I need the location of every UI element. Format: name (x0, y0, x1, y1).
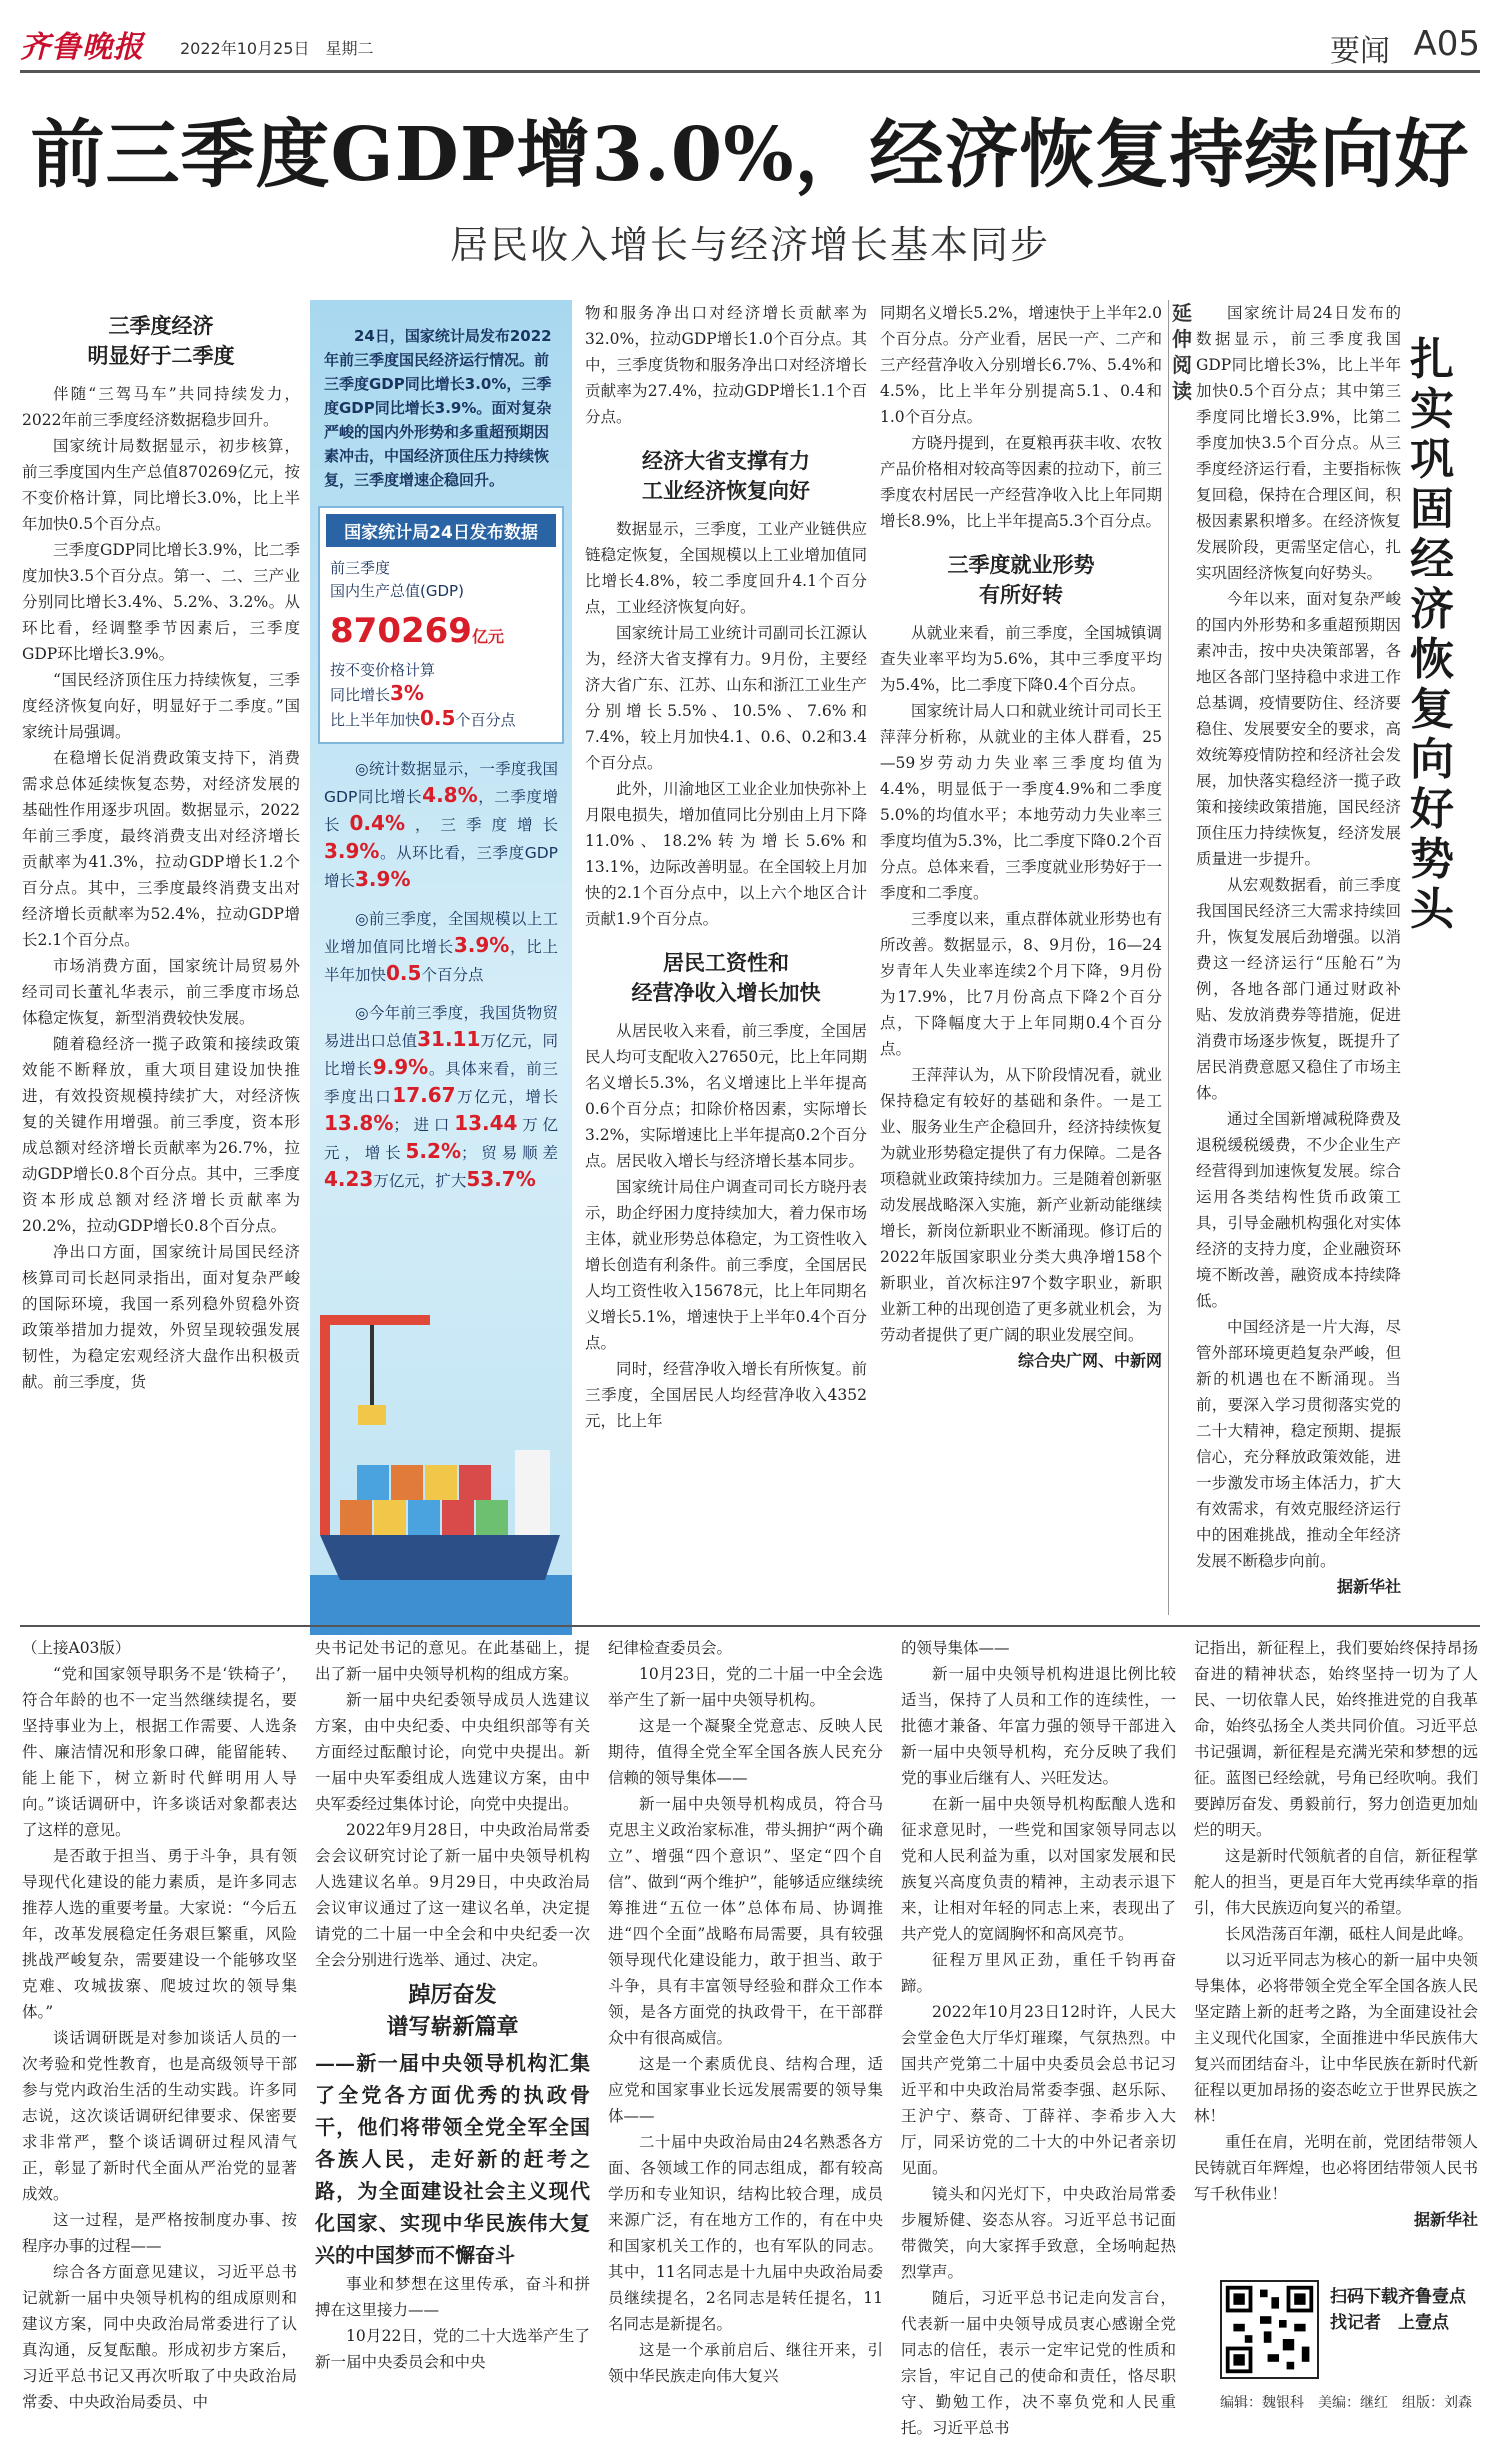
paragraph: 重任在肩，光明在前，党团结带领人民铸就百年辉煌，也必将团结带领人民书写千秋伟业！ (1194, 2133, 1478, 2203)
column3-subtitle-1: 经济大省支撑有力 工业经济恢复向好 (642, 448, 810, 503)
editor-credits: 编辑：魏银科 美编：继红 组版：刘森 (1220, 2395, 1472, 2411)
paragraph: 10月22日，党的二十大选举产生了新一届中央委员会和中央 (315, 2327, 590, 2371)
paragraph: 方晓丹提到，在夏粮再获丰收、农牧产品价格相对较高等因素的拉动下，前三季度农村居民一产经营净收入比上年同期增长8.9%，比上半年提高5.3个百分点。 (880, 434, 1162, 530)
column4-body (880, 620, 1162, 1348)
paragraph: 新一届中央纪委领导成员人选建议方案，由中央纪委、中央组织部等有关方面经过酝酿讨论，向党中央提出。新一届中央军委组成人选建议方案，由中央军委经过集体讨论，向党中央提出。 (315, 1691, 590, 1813)
data-panel (310, 300, 572, 1635)
paragraph: 记指出，新征程上，我们要始终保持昂扬奋进的精神状态，始终坚持一切为了人民、一切依靠人民，始终推进党的自我革命，始终弘扬全人类共同价值。习近平总书记强调，新征程是充满光荣和梦想的远征。蓝图已经绘就，号角已经吹响。我们要踔厉奋发、勇毅前行，努力创造更加灿烂的明天。 (1194, 1639, 1478, 1839)
issue-date: 2022年10月25日 星期二 (180, 39, 374, 58)
paragraph: 以习近平同志为核心的新一届中央领导集体，必将带领全党全军全国各族人民坚定踏上新的赶考之路，为全面建设社会主义现代化国家，全面推进中华民族伟大复兴而团结奋斗，让中华民族在新时代新征程以更加昂扬的姿态屹立于世界民族之林！ (1194, 1951, 1478, 2125)
paragraph: 数据显示，三季度，工业产业链供应链稳定恢复，全国规模以上工业增加值同比增长4.8%，较二季度回升4.1个百分点，工业经济恢复向好。 (585, 520, 867, 616)
paragraph: 国家统计局住户调查司司长方晓丹表示，助企纾困力度持续加大，着力保市场主体，就业形势总体稳定，为工资性收入增长创造有利条件。前三季度，全国居民人均工资性收入15678元，比上年同期名义增长5.1%，增速快于上半年0.4个百分点。 (585, 1178, 867, 1352)
trade-stat: ◎今年前三季度，我国货物贸易进出口总值31.11万亿元，同比增长9.9%。具体来看，前三季度出口17.67万亿元，增长13.8%；进口13.44万亿元，增长5.2%；贸易顺差4.23万亿元，扩大53.7% (324, 1004, 558, 1191)
paragraph: 征程万里风正劲，重任千钧再奋蹄。 (901, 1951, 1176, 1995)
page-number: A05 (1413, 24, 1480, 64)
paragraph: 综合各方面意见建议，习近平总书记就新一届中央领导机构的组成原则和建议方案，同中央政治局常委进行了认真沟通，反复酝酿。形成初步方案后，习近平总书记又再次听取了中央政治局常委、中央政治局委员、中 (22, 2263, 297, 2411)
industry-stat: ◎前三季度，全国规模以上工业增加值同比增长3.9%，比上半年加快0.5个百分点 (324, 910, 558, 985)
faster-value: 0.5 (420, 706, 456, 730)
section-name: 要闻 (1330, 34, 1390, 69)
paragraph: 国家统计局24日发布的数据显示，前三季度我国GDP同比增长3%，比上半年加快0.5个百分点；其中第三季度同比增长3.9%，比第二季度加快3.5个百分点。从三季度经济运行看，主要指标恢复回稳，保持在合理区间，积极因素累积增多。在经济恢复发展阶段，更需坚定信心，扎实巩固经济恢复向好势头。 (1196, 304, 1401, 582)
gdp-data-box (318, 506, 564, 744)
column4-subtitle: 三季度就业形势 有所好转 (947, 552, 1095, 607)
column3-subtitle-2: 居民工资性和 经营净收入增长加快 (631, 950, 821, 1005)
extended-reading-body (1196, 300, 1401, 1615)
section-divider (20, 1625, 1480, 1627)
paragraph: 央书记处书记的意见。在此基础上，提出了新一届中央领导机构的组成方案。 (315, 1639, 590, 1683)
paragraph: （上接A03版） (22, 1639, 131, 1657)
paragraph: 净出口方面，国家统计局国民经济核算司司长赵同录指出，面对复杂严峻的国际环境，我国一系列稳外贸稳外资政策举措加力提效，外贸呈现较强发展韧性，为稳定宏观经济大盘作出积极贡献。前三季度，货 (22, 1243, 300, 1391)
paragraph: 纪律检查委员会。 (608, 1639, 733, 1657)
column3-lead: 物和服务净出口对经济增长贡献率为32.0%，拉动GDP增长1.0个百分点。其中，三季度货物和服务净出口对经济增长贡献率为27.4%，拉动GDP增长1.1个百分点。 (585, 304, 867, 426)
article-column-4 (880, 300, 1162, 1615)
paragraph: 从就业来看，前三季度，全国城镇调查失业率平均为5.6%，其中三季度平均为5.4%，比二季度下降0.4个百分点。 (880, 624, 1162, 694)
gdp-label: 前三季度 国内生产总值(GDP) (330, 559, 464, 600)
paragraph: 在新一届中央领导机构酝酿人选和征求意见时，一些党和国家领导同志以党和人民利益为重，以对国家发展和民族复兴高度负责的精神，主动表示退下来，让相对年轻的同志上来，表现出了共产党人的宽阔胸怀和高风亮节。 (901, 1795, 1176, 1943)
gdp-growth: 3% (390, 681, 424, 705)
main-subheadline: 居民收入增长与经济增长基本同步 (449, 223, 1050, 267)
article-column-1 (22, 305, 300, 1615)
column4-body-0 (880, 430, 1162, 534)
lower-column-3 (608, 1635, 883, 2395)
qr-caption: 扫码下载齐鲁壹点 找记者 上壹点 (1330, 2287, 1466, 2333)
paragraph: 同时，经营净收入增长有所恢复。前三季度，全国居民人均经营净收入4352元，比上年 (585, 1360, 867, 1430)
paragraph: 是否敢于担当、勇于斗争，具有领导现代化建设的能力素质，是许多同志推荐人选的重要考量。大家说：“今后五年，改革发展稳定任务艰巨繁重，风险挑战严峻复杂，需要建设一个能够攻坚克难、攻城拔寨、爬坡过坎的领导集体。” (22, 1847, 297, 2021)
paragraph: 随后，习近平总书记走向发言台，代表新一届中央领导成员衷心感谢全党同志的信任，表示一定牢记党的性质和宗旨，牢记自己的使命和责任，恪尽职守、勤勉工作，决不辜负党和人民重托。习近平总书 (901, 2289, 1176, 2437)
gdp-value: 870269 (330, 611, 472, 651)
paragraph: 新一届中央领导机构进退比例比较适当，保持了人员和工作的连续性，一批德才兼备、年富力强的领导干部进入新一届中央领导机构，充分反映了我们党的事业后继有人、兴旺发达。 (901, 1665, 1176, 1787)
column-divider (1168, 300, 1169, 1615)
paragraph: 从宏观数据看，前三季度我国国民经济三大需求持续回升，恢复发展后劲增强。以消费这一经济运行“压舱石”为例，各地各部门通过财政补贴、发放消费券等措施，促进消费市场逐步恢复，既提升了居民消费意愿又稳住了市场主体。 (1196, 876, 1401, 1102)
paragraph: 10月23日，党的二十届一中全会选举产生了新一届中央领导机构。 (608, 1665, 883, 1709)
faster-pre: 比上半年加快 (330, 711, 421, 729)
paragraph: 三季度以来，重点群体就业形势也有所改善。数据显示，8、9月份，16—24岁青年人失业率连续2个月下降，9月份为17.9%，比7月份高点下降2个百分点，下降幅度大于上年同期0.4个百分点。 (880, 910, 1162, 1058)
column4-credit: 综合央广网、中新网 (1017, 1351, 1162, 1370)
paragraph: 在稳增长促消费政策支持下，消费需求总体延续恢复态势，对经济发展的基础性作用逐步巩固。数据显示，2022年前三季度，最终消费支出对经济增长贡献率为41.3%，拉动GDP增长1.2个百分点。其中，三季度最终消费支出对经济增长贡献率为52.4%，拉动GDP增长2.1个百分点。 (22, 749, 300, 949)
column1-body (22, 381, 300, 1395)
port-ship-illustration (310, 1275, 572, 1635)
paragraph: 镜头和闪光灯下，中央政治局常委步履矫健、姿态从容。习近平总书记面带微笑，向大家挥手致意，全场响起热烈掌声。 (901, 2185, 1176, 2281)
lower-subtitle: 踔厉奋发 谱写崭新篇章 (386, 1982, 519, 2040)
paragraph: 2022年10月23日12时许，人民大会堂金色大厅华灯璀璨，气氛热烈。中国共产党第二十届中央委员会总书记习近平和中央政治局常委李强、赵乐际、王沪宁、蔡奇、丁薛祥、李希步入大厅，同采访党的二十大的中外记者亲切见面。 (901, 2003, 1176, 2177)
paragraph: 长风浩荡百年潮，砥柱人间是此峰。 (1225, 1925, 1474, 1943)
column3-body-2 (585, 1018, 867, 1434)
gdp-unit: 亿元 (471, 627, 504, 646)
lower-column-5 (1194, 1635, 1478, 2265)
paragraph: 的领导集体—— (901, 1639, 1010, 1657)
paragraph: 国家统计局数据显示，初步核算，前三季度国内生产总值870269亿元，按不变价格计算，同比增长3.0%，比上半年加快0.5个百分点。 (22, 437, 300, 533)
paragraph: 随着稳经济一揽子政策和接续政策效能不断释放，重大项目建设加快推进，有效投资规模持续扩大，对经济恢复的关键作用增强。前三季度，资本形成总额对经济增长贡献率为26.7%，拉动GDP增长0.8个百分点。其中，三季度资本形成总额对经济增长贡献率为20.2%，拉动GDP增长0.8个百分点。 (22, 1035, 300, 1235)
paragraph: 中国经济是一片大海，尽管外部环境更趋复杂严峻，但新的机遇也在不断涌现。当前，要深入学习贯彻落实党的二十大精神，稳定预期、提振信心，充分释放政策效能，进一步激发市场主体活力，扩大有效需求，有效克服经济运行中的困难挑战，推动全年经济发展不断稳步向前。 (1196, 1318, 1401, 1570)
paragraph: 这是一个素质优良、结构合理，适应党和国家事业长远发展需要的领导集体—— (608, 2055, 883, 2125)
paragraph: 王萍萍认为，从下阶段情况看，就业保持稳定有较好的基础和条件。一是工业、服务业生产企稳回升，经济持续恢复为就业形势稳定提供了有力保障。二是各项稳就业政策持续加力。三是随着创新驱动发展战略深入实施，新产业新动能继续增长，新岗位新职业不断涌现。修订后的2022年版国家职业分类大典净增158个新职业，首次标注97个数字职业，新职业新工种的出现创造了更多就业机会，为劳动者提供了更广阔的职业发展空间。 (880, 1066, 1162, 1344)
paragraph: 谈话调研既是对参加谈话人员的一次考验和党性教育，也是高级领导干部参与党内政治生活的生动实践。许多同志说，这次谈话调研纪律要求、保密要求非常严，整个谈话调研过程风清气正，彰显了新时代全面从严治党的显著成效。 (22, 2029, 297, 2203)
paragraph: 事业和梦想在这里传承，奋斗和拼搏在这里接力—— (315, 2275, 590, 2319)
paragraph: 此外，川渝地区工业企业加快弥补上月限电损失，增加值同比分别由上月下降11.0%、18.2%转为增长5.6%和13.1%，边际改善明显。在全国较上月加快的2.1个百分点中，以上六个地区合计贡献1.9个百分点。 (585, 780, 867, 928)
paragraph: 新一届中央领导机构成员，符合马克思主义政治家标准，带头拥护“两个确立”、增强“四个意识”、坚定“四个自信”、做到“两个维护”，能够适应继续统筹推进“五位一体”总体布局、协调推进“四个全面”战略布局需要，具有较强领导现代化建设能力，敢于担当、敢于斗争，具有丰富领导经验和群众工作本领，是各方面党的执政骨干，在干部群众中有很高威信。 (608, 1795, 883, 2047)
paragraph: 三季度GDP同比增长3.9%，比二季度加快3.5个百分点。第一、二、三产业分别同比增长3.4%、5.2%、3.2%。从环比看，经调整季节因素后，三季度GDP环比增长3.9%。 (22, 541, 300, 663)
extended-reading-title: 扎实巩固经济恢复向好势头 (1410, 334, 1454, 935)
paragraph: 这是新时代领航者的自信，新征程掌舵人的担当，更是百年大党再续华章的指引，伟大民族迈向复兴的希望。 (1194, 1847, 1478, 1917)
paragraph: 这是一个凝聚全党意志、反映人民期待，值得全党全军全国各族人民充分信赖的领导集体—— (608, 1717, 883, 1787)
lower-column-4 (901, 1635, 1176, 2437)
qr-code-icon[interactable] (1220, 2280, 1319, 2379)
paragraph: 从居民收入来看，前三季度，全国居民人均可支配收入27650元，比上年同期名义增长5.3%，名义增速比上半年提高0.6个百分点；扣除价格因素，实际增长3.2%，实际增速比上半年提高0.2个百分点。居民收入增长与经济增长基本同步。 (585, 1022, 867, 1170)
extended-reading-label: 延伸阅读 (1172, 301, 1192, 403)
main-headline: 前三季度GDP增3.0%，经济恢复持续向好 (30, 112, 1470, 198)
quarterly-gdp-stat: ◎统计数据显示，一季度我国GDP同比增长4.8%，二季度增长0.4%，三季度增长3.9%。从环比看，三季度GDP增长3.9% (324, 760, 558, 891)
masthead (20, 18, 1480, 73)
extended-reading-credit: 据新华社 (1336, 1577, 1401, 1596)
paragraph: 这是一个承前启后、继往开来，引领中华民族走向伟大复兴 (608, 2341, 883, 2385)
paragraph: “国民经济顶住压力持续恢复，三季度经济恢复向好，明显好于二季度。”国家统计局强调。 (22, 671, 300, 741)
paragraph: 今年以来，面对复杂严峻的国内外形势和多重超预期因素冲击，按中央决策部署，各地区各部门坚持稳中求进工作总基调，疫情要防住、经济要稳住、发展要安全的要求，高效统筹疫情防控和经济社会发展，加快落实稳经济一揽子政策和接续政策措施，国民经济顶住压力持续恢复，经济发展质量进一步提升。 (1196, 590, 1401, 868)
paragraph: 国家统计局人口和就业统计司司长王萍萍分析称，从就业的主体人群看，25—59岁劳动力失业率三季度均值为4.4%，明显低于一季度4.9%和二季度5.0%的均值水平；本地劳动力失业率三季度均值为5.3%，比二季度下降0.2个百分点。总体来看，三季度就业形势好于一季度和二季度。 (880, 702, 1162, 902)
paragraph: 二十届中央政治局由24名熟悉各方面、各领域工作的同志组成，都有较高学历和专业知识，结构比较合理，成员来源广泛，有在地方工作的，有在中央和国家机关工作的，也有军队的同志。其中，11名同志是十九届中央政治局委员继续提名，2名同志是转任提名，11名同志是新提名。 (608, 2133, 883, 2333)
paragraph: 国家统计局工业统计司副司长江源认为，经济大省支撑有力。9月份，主要经济大省广东、江苏、山东和浙江工业生产分别增长5.5%、10.5%、7.6%和7.4%，较上月加快4.1、0.6、0.2和3.4个百分点。 (585, 624, 867, 772)
lower-credit: 据新华社 (1413, 2210, 1478, 2229)
paragraph: 通过全国新增减税降费及退税缓税缓费，不少企业生产经营得到加速恢复发展。综合运用各类结构性货币政策工具，引导金融机构强化对实体经济的支持力度，企业融资环境不断改善，融资成本持续降低。 (1196, 1110, 1401, 1310)
paragraph: 市场消费方面，国家统计局贸易外经司司长董礼华表示，前三季度市场总体稳定恢复，新型消费较快发展。 (22, 957, 300, 1027)
lower-lead: ——新一届中央领导机构汇集了全党各方面优秀的执政骨干，他们将带领全党全军全国各族人民，走好新的赶考之路，为全面建设社会主义现代化国家、实现中华民族伟大复兴的中国梦而不懈奋斗 (315, 2051, 590, 2267)
column1-subtitle: 三季度经济 明显好于二季度 (87, 313, 235, 368)
lower-column-1 (22, 1635, 297, 2411)
newspaper-logo: 齐鲁晚报 (20, 30, 144, 65)
panel-intro: 24日，国家统计局发布2022年前三季度国民经济运行情况。前三季度GDP同比增长3.0%，三季度GDP同比增长3.9%。面对复杂严峻的国内外形势和多重超预期因素冲击，中国经济顶住压力持续恢复，三季度增速企稳回升。 (324, 327, 552, 489)
paragraph: 2022年9月28日，中央政治局常委会会议研究讨论了新一届中央领导机构人选建议名单。9月29日，中央政治局会议审议通过了这一建议名单，决定提请党的二十届一中全会和中央纪委一次全会分别进行选举、通过、决定。 (315, 1821, 590, 1969)
faster-post: 个百分点 (455, 711, 516, 729)
paragraph: 这一过程，是严格按制度办事、按程序办事的过程—— (22, 2211, 297, 2255)
paragraph: 伴随“三驾马车”共同持续发力，2022年前三季度经济数据稳步回升。 (22, 385, 300, 429)
paragraph: “党和国家领导职务不是‘铁椅子’，符合年龄的也不一定当然继续提名，要坚持事业为上，根据工作需要、人选条件、廉洁情况和形象口碑，能留能转、能上能下，树立新时代鲜明用人导向。”谈话调研中，许多谈话对象都表达了这样的意见。 (22, 1665, 297, 1839)
gdp-box-title: 国家统计局24日发布数据 (326, 514, 556, 547)
lower-column-2 (315, 1635, 590, 2395)
column3-body-1 (585, 516, 867, 932)
price-note: 按不变价格计算 同比增长 (330, 661, 436, 704)
article-column-3 (585, 300, 867, 1615)
column4-lead: 同期名义增长5.2%，增速快于上半年2.0个百分点。分产业看，居民一产、二产和三产经营净收入分别增长6.7%、5.4%和4.5%，比上半年分别提高5.1、0.4和1.0个百分点。 (880, 304, 1162, 426)
